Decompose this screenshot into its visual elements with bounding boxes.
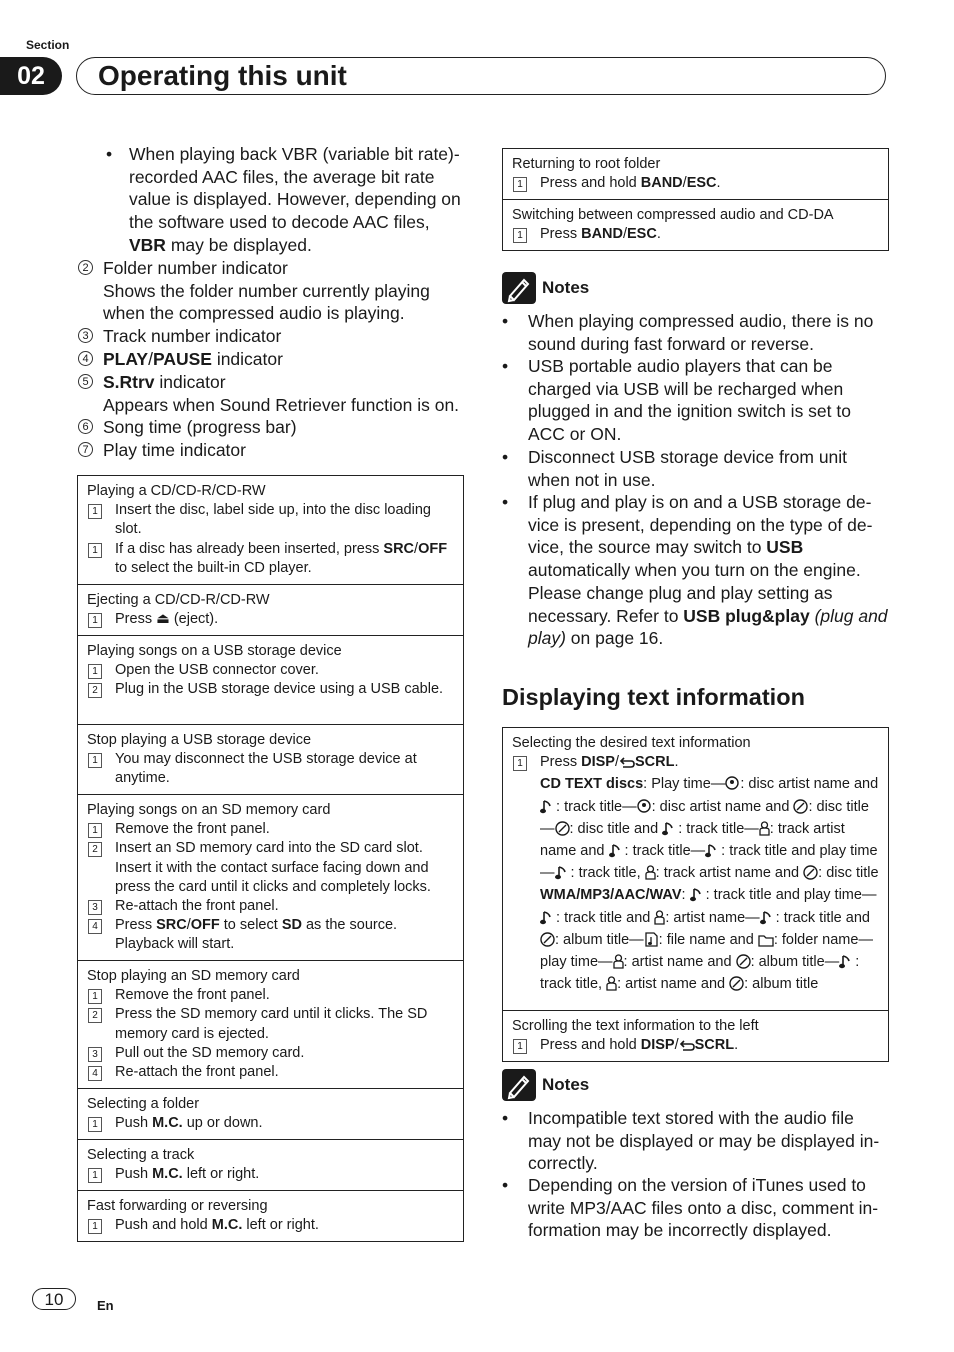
person-icon: [645, 865, 656, 886]
track-note-icon: [839, 954, 851, 975]
person-icon: [606, 976, 617, 997]
indicator-item: 4 PLAY/PAUSE indicator: [78, 348, 468, 371]
note-bullet: • Disconnect USB storage device from unit when not in use.: [502, 447, 848, 490]
page-title: Operating this unit: [98, 60, 347, 91]
operations-table: [77, 475, 464, 1242]
person-icon: [759, 821, 770, 842]
table-row: Stop playing an SD memory card 1 Remove the front panel. 2 Press the SD memory card until it clicks. The SD memory card is ejected. 3 Pull out the SD memory card. 4 Re-attach the front panel.: [78, 960, 463, 1088]
album-disc-icon: [736, 954, 751, 975]
track-note-icon: [540, 910, 552, 931]
note-bullet: • Incompatible text stored with the audio file may not be displayed or may be displayed incorrectly.: [502, 1108, 880, 1174]
track-note-icon: [555, 865, 567, 886]
text-info-table: [502, 727, 889, 1062]
note-bullet: • If plug and play is on and a USB storage device is present, depending on the type of device, the source may switch to USB automatically when you turn on the engine. Please change plug and play setting as necessary. Refer to USB plug&play (plug and play) on page 16.: [502, 492, 888, 649]
table-row: Scrolling the text information to the left 1 Press and hold DISP/ SCRL.: [503, 1010, 888, 1061]
folder-table: [502, 148, 889, 251]
indicator-item: 5 S.Rtrv indicator Appears when Sound Retriever function is on.: [78, 371, 468, 416]
notes-header: Notes: [502, 1069, 589, 1101]
track-note-icon: [609, 843, 621, 864]
notes-pencil-icon: [502, 272, 536, 304]
disc-artist-icon: [637, 799, 652, 820]
page-number: 10: [32, 1288, 76, 1310]
folder-icon: [758, 934, 774, 953]
person-icon: [613, 954, 624, 975]
note-bullet: • Depending on the version of iTunes used to write MP3/AAC files onto a disc, comment information may be incorrectly displayed.: [502, 1175, 879, 1241]
note-bullet: • USB portable audio players that can be charged via USB will be recharged when plugged in and the ignition switch is set to ACC or ON.: [502, 356, 851, 445]
table-row: Playing songs on a USB storage device 1 Open the USB connector cover. 2 Plug in the USB storage device using a USB cable.: [78, 635, 463, 724]
eject-icon: ⏏: [156, 611, 170, 628]
table-row: Playing a CD/CD-R/CD-RW 1 Insert the disc, label side up, into the disc loading slot. 1 If a disc has already been inserted, press SRC/OFF to select the built-in CD player.: [87, 483, 448, 576]
note-bullet: • When playing compressed audio, there is no sound during fast forward or reverse.: [502, 311, 874, 354]
section-heading: Displaying text information: [502, 684, 805, 710]
section-label: Section: [26, 38, 70, 52]
table-row: Playing songs on an SD memory card 1 Remove the front panel. 2 Insert an SD memory card into the SD card slot. Insert it with the contact surface facing down and press the card until it clicks and completely locks. 3 Re-attach the front panel. 4 Press SRC/OFF to select SD as the source. Playback will start.: [78, 794, 463, 960]
album-disc-icon: [555, 821, 570, 842]
indicator-item: 3 Track number indicator: [78, 325, 468, 348]
indicator-item: 7 Play time indicator: [78, 439, 468, 462]
track-note-icon: [705, 843, 717, 864]
table-row: Selecting a track 1 Push M.C. left or right.: [78, 1139, 463, 1190]
table-row: Stop playing a USB storage device 1 You may disconnect the USB storage device at anytime.: [78, 724, 463, 794]
album-disc-icon: [793, 799, 808, 820]
table-row: Returning to root folder 1 Press and hold BAND/ESC.: [512, 156, 721, 192]
table-row: Ejecting a CD/CD-R/CD-RW 1 Press ⏏ (eject).: [78, 584, 463, 635]
return-arrow-icon: [619, 756, 635, 775]
section-number-badge: 02: [0, 57, 62, 95]
table-row: Selecting the desired text information 1 Press DISP/ SCRL. CD TEXT discs: Play time— : disc artist name and : track title— : disc artist name and : disc title— : disc title and : track title— : track artist name and : track title— : track title and play time— : track title, : track artist name and : disc title WMA/MP3/AAC/WAV: : track title and play time— : track title and : artist name— : track title and : album title— : file name and : folder name—play time— : artist name and : album title— : track title, : artist name and : album title: [503, 728, 888, 1010]
album-disc-icon: [540, 932, 555, 953]
notes-pencil-icon: [502, 1069, 536, 1101]
notes-header: Notes: [502, 272, 589, 304]
disc-artist-icon: [725, 776, 740, 797]
track-note-icon: [540, 799, 552, 820]
file-music-icon: [644, 932, 659, 953]
table-row: Fast forwarding or reversing 1 Push and hold M.C. left or right.: [78, 1190, 463, 1241]
return-arrow-icon: [679, 1039, 695, 1058]
track-note-icon: [760, 910, 772, 931]
indicator-item: 2 Folder number indicator Shows the folder number currently playing when the compressed audio is playing.: [78, 257, 468, 325]
language-label: En: [97, 1298, 114, 1313]
table-row: Selecting a folder 1 Push M.C. up or down.: [78, 1088, 463, 1139]
indicator-item: 6 Song time (progress bar): [78, 416, 468, 439]
album-disc-icon: [729, 976, 744, 997]
vbr-bullet: • When playing back VBR (variable bit rate)-recorded AAC files, the average bit rate value is displayed. However, depending on the software used to decode AAC files, VBR may be displayed.: [106, 144, 461, 255]
track-note-icon: [662, 821, 674, 842]
table-row: Switching between compressed audio and CD-DA 1 Press BAND/ESC.: [503, 199, 888, 250]
track-note-icon: [690, 887, 702, 908]
person-icon: [654, 910, 665, 931]
album-disc-icon: [803, 865, 818, 886]
